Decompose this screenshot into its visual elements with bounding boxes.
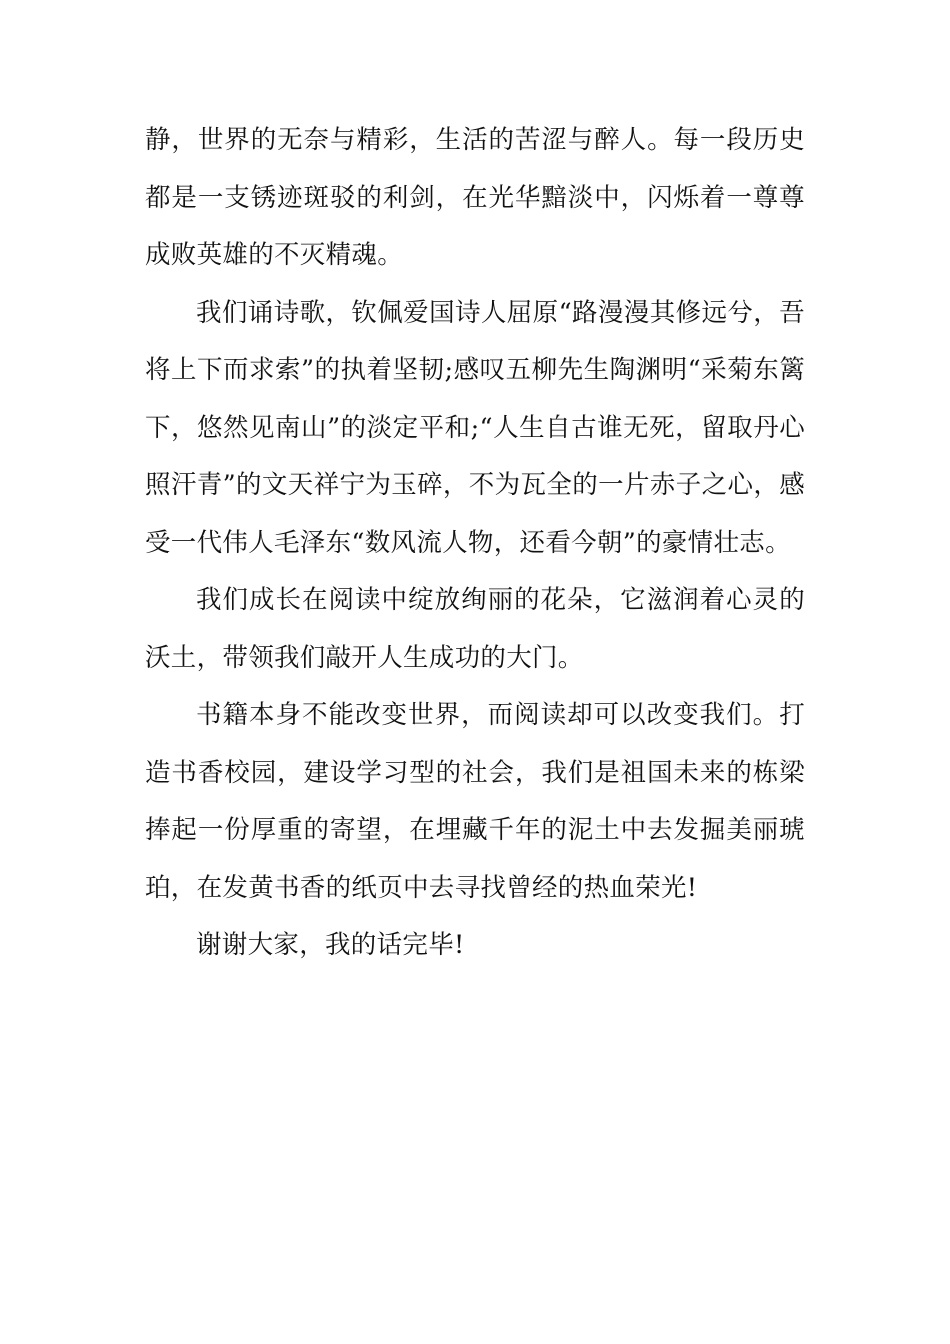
paragraph-continued: 静，世界的无奈与精彩，生活的苦涩与醉人。每一段历史都是一支锈迹斑驳的利剑，在光华黯淡中，闪烁着一尊尊成败英雄的不灭精魂。	[145, 125, 805, 270]
document-body	[145, 112, 805, 975]
paragraph-books: 书籍本身不能改变世界，而阅读却可以改变我们。打造书香校园，建设学习型的社会，我们是祖国未来的栋梁捧起一份厚重的寄望，在埋藏千年的泥土中去发掘美丽琥珀，在发黄书香的纸页中去寻找曾经的热血荣光!	[145, 700, 805, 903]
paragraph-poetry: 我们诵诗歌，钦佩爱国诗人屈原“路漫漫其修远兮，吾将上下而求索”的执着坚韧;感叹五柳先生陶渊明“采菊东篱下，悠然见南山”的淡定平和;“人生自古谁无死，留取丹心照汗青”的文天祥宁为玉碎，不为瓦全的一片赤子之心，感受一代伟人毛泽东“数风流人物，还看今朝”的豪情壮志。	[145, 297, 805, 558]
paragraph-closing: 谢谢大家，我的话完毕!	[196, 930, 465, 960]
paragraph-growth: 我们成长在阅读中绽放绚丽的花朵，它滋润着心灵的沃土，带领我们敲开人生成功的大门。	[145, 585, 805, 673]
